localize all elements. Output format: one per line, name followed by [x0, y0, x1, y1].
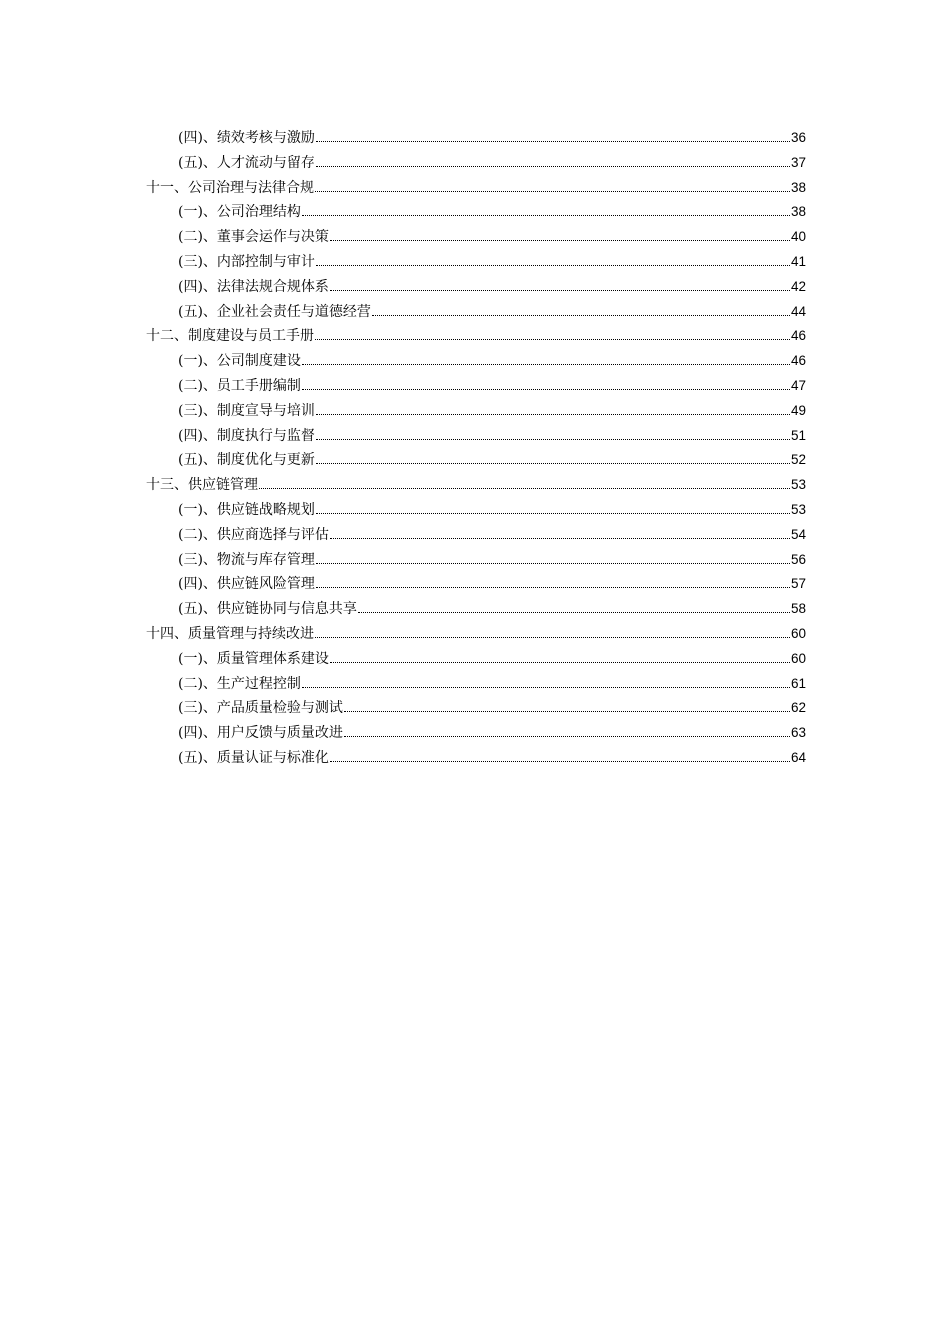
- toc-entry-page-number: 36: [790, 130, 806, 145]
- toc-entry-page-number: 46: [790, 353, 806, 369]
- toc-entry-page-number: 63: [790, 725, 806, 741]
- toc-dot-leader: [316, 414, 790, 415]
- toc-entry-title: 十四、质量管理与持续改进: [146, 625, 314, 642]
- toc-entry-page-number: 40: [790, 229, 806, 245]
- toc-section-entry[interactable]: [146, 672, 806, 697]
- toc-entry-page-number: 41: [790, 253, 806, 269]
- toc-entry-page-number: 49: [790, 402, 806, 418]
- toc-entry-page-number: 53: [790, 477, 806, 493]
- toc-dot-leader: [344, 736, 790, 737]
- toc-entry-page-number: 56: [790, 551, 806, 567]
- toc-dot-leader: [302, 364, 790, 365]
- toc-entry-title: (四)、用户反馈与质量改进: [178, 725, 343, 742]
- toc-entry-title: (三)、产品质量检验与测试: [178, 700, 343, 717]
- toc-section-entry[interactable]: [146, 523, 806, 548]
- toc-dot-leader: [330, 290, 790, 291]
- toc-entry-title: (一)、质量管理体系建设: [178, 650, 329, 667]
- toc-section-entry[interactable]: [146, 424, 806, 449]
- toc-entry-page-number: 61: [790, 675, 806, 691]
- toc-dot-leader: [316, 463, 790, 464]
- toc-section-entry[interactable]: [146, 126, 806, 151]
- toc-section-entry[interactable]: [146, 374, 806, 399]
- toc-entry-page-number: 62: [790, 700, 806, 716]
- toc-dot-leader: [316, 563, 790, 564]
- toc-dot-leader: [259, 488, 790, 489]
- toc-entry-title: (四)、法律法规合规体系: [178, 278, 329, 295]
- toc-section-entry[interactable]: [146, 696, 806, 721]
- toc-entry-title: (三)、物流与库存管理: [178, 551, 315, 568]
- toc-entry-title: (五)、企业社会责任与道德经营: [178, 303, 371, 320]
- toc-entry-title: (二)、生产过程控制: [178, 675, 301, 692]
- toc-section-entry[interactable]: [146, 548, 806, 573]
- toc-chapter-entry[interactable]: [146, 622, 806, 647]
- toc-dot-leader: [315, 339, 790, 340]
- toc-entry-title: (二)、董事会运作与决策: [178, 229, 329, 246]
- toc-entry-page-number: 54: [790, 526, 806, 542]
- toc-dot-leader: [302, 687, 790, 688]
- toc-dot-leader: [330, 240, 790, 241]
- toc-entry-page-number: 47: [790, 377, 806, 393]
- toc-dot-leader: [302, 389, 790, 390]
- toc-entry-page-number: 37: [790, 154, 806, 170]
- toc-dot-leader: [344, 711, 790, 712]
- toc-dot-leader: [315, 637, 790, 638]
- toc-entry-page-number: 58: [790, 601, 806, 617]
- toc-entry-title: (五)、人才流动与留存: [178, 154, 315, 171]
- table-of-contents: [146, 126, 806, 771]
- toc-entry-title: (三)、内部控制与审计: [178, 253, 315, 270]
- toc-entry-title: 十一、公司治理与法律合规: [146, 179, 314, 196]
- toc-entry-title: (四)、制度执行与监督: [178, 427, 315, 444]
- toc-entry-page-number: 38: [790, 179, 806, 195]
- toc-entry-title: (一)、供应链战略规划: [178, 501, 315, 518]
- toc-section-entry[interactable]: [146, 200, 806, 225]
- toc-entry-title: 十二、制度建设与员工手册: [146, 328, 314, 345]
- toc-section-entry[interactable]: [146, 399, 806, 424]
- toc-dot-leader: [302, 215, 790, 216]
- toc-entry-page-number: 57: [790, 576, 806, 592]
- toc-entry-title: 十三、供应链管理: [146, 477, 258, 494]
- toc-section-entry[interactable]: [146, 647, 806, 672]
- toc-chapter-entry[interactable]: [146, 176, 806, 201]
- toc-dot-leader: [316, 141, 790, 142]
- toc-entry-page-number: 60: [790, 625, 806, 641]
- toc-entry-page-number: 60: [790, 650, 806, 666]
- toc-entry-page-number: 42: [790, 278, 806, 294]
- toc-section-entry[interactable]: [146, 721, 806, 746]
- toc-section-entry[interactable]: [146, 746, 806, 771]
- toc-entry-title: (二)、供应商选择与评估: [178, 526, 329, 543]
- toc-entry-title: (五)、供应链协同与信息共享: [178, 601, 357, 618]
- toc-section-entry[interactable]: [146, 151, 806, 176]
- toc-dot-leader: [330, 662, 790, 663]
- toc-entry-page-number: 52: [790, 452, 806, 468]
- toc-dot-leader: [330, 761, 790, 762]
- toc-section-entry[interactable]: [146, 498, 806, 523]
- toc-dot-leader: [316, 513, 790, 514]
- toc-dot-leader: [372, 315, 790, 316]
- toc-chapter-entry[interactable]: [146, 324, 806, 349]
- toc-dot-leader: [316, 439, 790, 440]
- toc-entry-page-number: 38: [790, 204, 806, 220]
- toc-section-entry[interactable]: [146, 349, 806, 374]
- toc-section-entry[interactable]: [146, 597, 806, 622]
- toc-entry-title: (五)、制度优化与更新: [178, 452, 315, 469]
- toc-dot-leader: [316, 166, 790, 167]
- toc-section-entry[interactable]: [146, 225, 806, 250]
- toc-entry-title: (二)、员工手册编制: [178, 377, 301, 394]
- toc-section-entry[interactable]: [146, 448, 806, 473]
- toc-entry-page-number: 51: [790, 427, 806, 443]
- toc-entry-title: (四)、绩效考核与激励: [178, 130, 315, 146]
- toc-entry-title: (四)、供应链风险管理: [178, 576, 315, 593]
- toc-chapter-entry[interactable]: [146, 473, 806, 498]
- toc-entry-title: (一)、公司制度建设: [178, 353, 301, 370]
- toc-entry-title: (五)、质量认证与标准化: [178, 749, 329, 766]
- toc-section-entry[interactable]: [146, 572, 806, 597]
- toc-dot-leader: [358, 612, 790, 613]
- toc-dot-leader: [315, 191, 790, 192]
- toc-entry-page-number: 53: [790, 501, 806, 517]
- toc-entry-page-number: 64: [790, 749, 806, 765]
- toc-section-entry[interactable]: [146, 300, 806, 325]
- toc-section-entry[interactable]: [146, 250, 806, 275]
- toc-dot-leader: [330, 538, 790, 539]
- toc-section-entry[interactable]: [146, 275, 806, 300]
- toc-entry-title: (三)、制度宣导与培训: [178, 402, 315, 419]
- toc-entry-page-number: 46: [790, 328, 806, 344]
- toc-dot-leader: [316, 587, 790, 588]
- toc-entry-title: (一)、公司治理结构: [178, 204, 301, 221]
- toc-dot-leader: [316, 265, 790, 266]
- toc-entry-page-number: 44: [790, 303, 806, 319]
